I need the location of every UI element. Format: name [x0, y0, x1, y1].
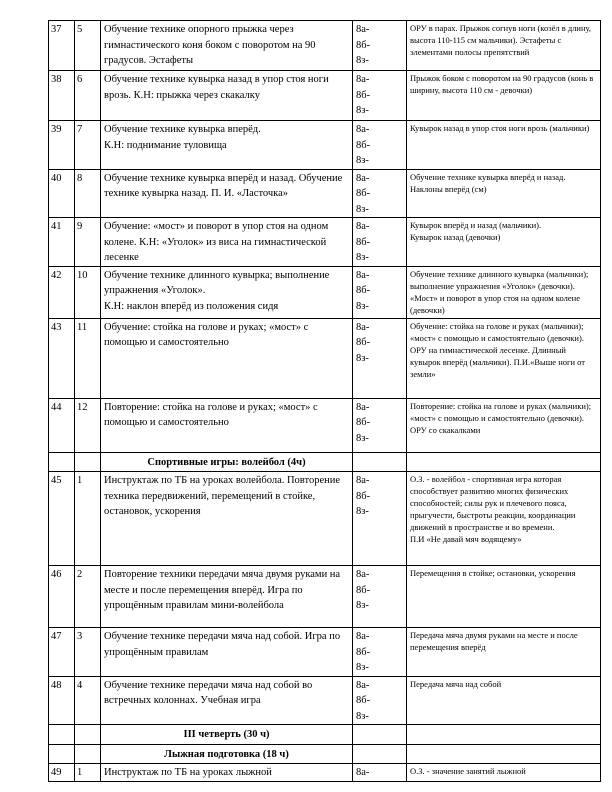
lesson-note: Передача мяча над собой: [407, 676, 601, 725]
lesson-sub-number: 8: [75, 169, 101, 218]
class-label: 8б-: [356, 139, 371, 151]
class-label: 8а-: [356, 767, 370, 778]
lesson-number: 39: [49, 121, 75, 170]
lesson-sub-number: 6: [75, 71, 101, 121]
empty-cell: [49, 744, 75, 764]
lesson-note: О.З. - волейбол - спортивная игра которая способствует развитию многих физических способностей; силы рук и плечевого пояса, прыгучести, быстроты реакции, координации движений в пространстве и во времени. П.И «Не давай мяч водящему»: [407, 472, 601, 566]
lesson-note: Обучение технике кувырка вперёд и назад. Наклоны вперёд (см): [407, 169, 601, 218]
lesson-topic: Обучение технике длинного кувырка; выполнение упражнения «Уголок». К.Н: наклон вперёд из положения сидя: [101, 266, 353, 318]
class-label: 8б-: [356, 695, 371, 706]
lesson-classes: [353, 628, 407, 677]
class-label: 8з-: [356, 432, 369, 444]
class-label: 8б-: [356, 646, 371, 658]
lesson-topic: Повторение: стойка на голове и руках; «мост» с помощью и самостоятельно: [101, 398, 353, 452]
table-row: [49, 676, 601, 725]
class-label: 8з-: [356, 203, 369, 215]
class-label: 8з-: [356, 300, 369, 312]
lesson-classes: [353, 266, 407, 318]
lesson-topic: Инструктаж по ТБ на уроках волейбола. Повторение техника передвижений, перемещений в стойке, остановок, ускорения: [101, 472, 353, 566]
lesson-classes: [353, 71, 407, 121]
section-title: Спортивные игры: волейбол (4ч): [101, 452, 353, 472]
table-row: [49, 318, 601, 398]
section-row: [49, 744, 601, 764]
lesson-number: 47: [49, 628, 75, 677]
empty-cell: [49, 452, 75, 472]
lesson-number: 46: [49, 566, 75, 628]
lesson-classes: [353, 764, 407, 782]
empty-cell: [49, 725, 75, 745]
class-label: 8б-: [356, 39, 371, 51]
empty-cell: [353, 744, 407, 764]
class-label: 8з-: [356, 600, 369, 611]
lesson-note: Обучение технике длинного кувырка (мальчики); выполнение упражнения «Уголок» (девочки). «Мост» и поворот в упор стоя на одном колене (девочки): [407, 266, 601, 318]
empty-cell: [407, 744, 601, 764]
lesson-classes: [353, 398, 407, 452]
lesson-classes: [353, 676, 407, 725]
lesson-number: 45: [49, 472, 75, 566]
lesson-number: 40: [49, 169, 75, 218]
class-label: 8б-: [356, 236, 371, 248]
lesson-number: 41: [49, 218, 75, 267]
lesson-note: Прыжок боком с поворотом на 90 градусов (конь в ширину, высота 110 см - девочки): [407, 71, 601, 121]
class-label: 8б-: [356, 285, 371, 296]
lesson-sub-number: 1: [75, 764, 101, 782]
empty-cell: [353, 725, 407, 745]
lesson-topic: Обучение: стойка на голове и руках; «мост» с помощью и самостоятельно: [101, 318, 353, 398]
lesson-note: Повторение: стойка на голове и руках (мальчики); «мост» с помощью и самостоятельно (девочки). ОРУ со скакалками: [407, 398, 601, 452]
table-row: [49, 266, 601, 318]
empty-cell: [75, 452, 101, 472]
lesson-classes: [353, 566, 407, 628]
class-label: 8з-: [356, 710, 369, 722]
lesson-note: Перемещения в стойке; остановки, ускорения: [407, 566, 601, 628]
class-label: 8б-: [356, 337, 371, 348]
class-label: 8а-: [356, 24, 370, 35]
class-label: 8а-: [356, 221, 370, 232]
lesson-topic: Обучение технике передачи мяча над собой во встречных колоннах. Учебная игра: [101, 676, 353, 725]
lesson-sub-number: 4: [75, 676, 101, 725]
table-row: [49, 169, 601, 218]
table-row: [49, 764, 601, 782]
class-label: 8з-: [356, 55, 369, 66]
lesson-note: О.З. - значение занятий лыжной: [407, 764, 601, 782]
class-label: 8з-: [356, 662, 369, 673]
class-label: 8а-: [356, 401, 370, 413]
lesson-classes: [353, 121, 407, 170]
lesson-topic: Инструктаж по ТБ на уроках лыжной: [101, 764, 353, 782]
lesson-note: Обучение: стойка на голове и руках (мальчики); «мост» с помощью и самостоятельно (девочки). ОРУ на гимнастической лесенке. Длинный кувырок вперёд (мальчики). П.И.«Выше ноги от земли»: [407, 318, 601, 398]
lesson-topic: Обучение технике кувырка назад в упор стоя ноги врозь. К.Н: прыжка через скакалку: [101, 71, 353, 121]
class-label: 8б-: [356, 188, 371, 199]
section-title: Лыжная подготовка (18 ч): [101, 744, 353, 764]
class-label: 8а-: [356, 321, 370, 333]
lesson-number: 48: [49, 676, 75, 725]
class-label: 8з-: [356, 352, 369, 364]
empty-cell: [75, 744, 101, 764]
class-label: 8б-: [356, 584, 371, 596]
class-label: 8а-: [356, 475, 370, 486]
lesson-number: 42: [49, 266, 75, 318]
section-row: [49, 725, 601, 745]
class-label: 8а-: [356, 569, 370, 580]
lesson-classes: [353, 169, 407, 218]
lesson-number: 44: [49, 398, 75, 452]
lesson-topic: Обучение технике кувырка вперёд и назад. Обучение технике кувырка назад. П. И. «Ласточка»: [101, 169, 353, 218]
lesson-sub-number: 3: [75, 628, 101, 677]
table-row: [49, 398, 601, 452]
lesson-topic: Обучение технике опорного прыжка через гимнастического коня боком с поворотом на 90 градусов. Эстафеты: [101, 21, 353, 71]
class-label: 8а-: [356, 74, 370, 85]
lesson-number: 38: [49, 71, 75, 121]
table-row: [49, 472, 601, 566]
lesson-topic: Обучение: «мост» и поворот в упор стоя на одном колене. К.Н: «Уголок» из виса на гимнастической лесенке: [101, 218, 353, 267]
lesson-number: 37: [49, 21, 75, 71]
lesson-plan-table: [48, 20, 601, 782]
lesson-number: 49: [49, 764, 75, 782]
table-row: [49, 566, 601, 628]
lesson-sub-number: 1: [75, 472, 101, 566]
lesson-note: Передача мяча двумя руками на месте и после перемещения вперёд: [407, 628, 601, 677]
lesson-sub-number: 7: [75, 121, 101, 170]
section-title: III четверть (30 ч): [101, 725, 353, 745]
lesson-note: ОРУ в парах. Прыжок согнув ноги (козёл в длину, высота 110-115 см мальчики). Эстафеты с элементами полосы препятствий: [407, 21, 601, 71]
class-label: 8б-: [356, 89, 371, 101]
lesson-sub-number: 2: [75, 566, 101, 628]
class-label: 8а-: [356, 124, 370, 135]
class-label: 8а-: [356, 172, 370, 184]
table-row: [49, 218, 601, 267]
lesson-number: 43: [49, 318, 75, 398]
empty-cell: [75, 725, 101, 745]
lesson-classes: [353, 218, 407, 267]
class-label: 8б-: [356, 417, 371, 428]
lesson-topic: Повторение техники передачи мяча двумя руками на месте и после перемещения вперёд. Игра по упрощённым правилам мини-волейбола: [101, 566, 353, 628]
lesson-sub-number: 12: [75, 398, 101, 452]
table-row: [49, 21, 601, 71]
lesson-sub-number: 9: [75, 218, 101, 267]
lesson-classes: [353, 472, 407, 566]
class-label: 8а-: [356, 631, 370, 642]
section-row: [49, 452, 601, 472]
lesson-classes: [353, 318, 407, 398]
lesson-topic: Обучение технике передачи мяча над собой. Игра по упрощённым правилам: [101, 628, 353, 677]
lesson-sub-number: 5: [75, 21, 101, 71]
lesson-sub-number: 11: [75, 318, 101, 398]
table-row: [49, 628, 601, 677]
class-label: 8а-: [356, 679, 370, 691]
table-row: [49, 121, 601, 170]
empty-cell: [407, 725, 601, 745]
class-label: 8з-: [356, 252, 369, 263]
lesson-note: Кувырок назад в упор стоя ноги врозь (мальчики): [407, 121, 601, 170]
class-label: 8з-: [356, 506, 369, 517]
table-row: [49, 71, 601, 121]
lesson-classes: [353, 21, 407, 71]
empty-cell: [353, 452, 407, 472]
class-label: 8з-: [356, 105, 369, 116]
class-label: 8а-: [356, 269, 370, 281]
lesson-topic: Обучение технике кувырка вперёд. К.Н: поднимание туловища: [101, 121, 353, 170]
class-label: 8з-: [356, 155, 369, 166]
empty-cell: [407, 452, 601, 472]
class-label: 8б-: [356, 490, 371, 502]
lesson-sub-number: 10: [75, 266, 101, 318]
lesson-note: Кувырок вперёд и назад (мальчики). Кувырок назад (девочки): [407, 218, 601, 267]
